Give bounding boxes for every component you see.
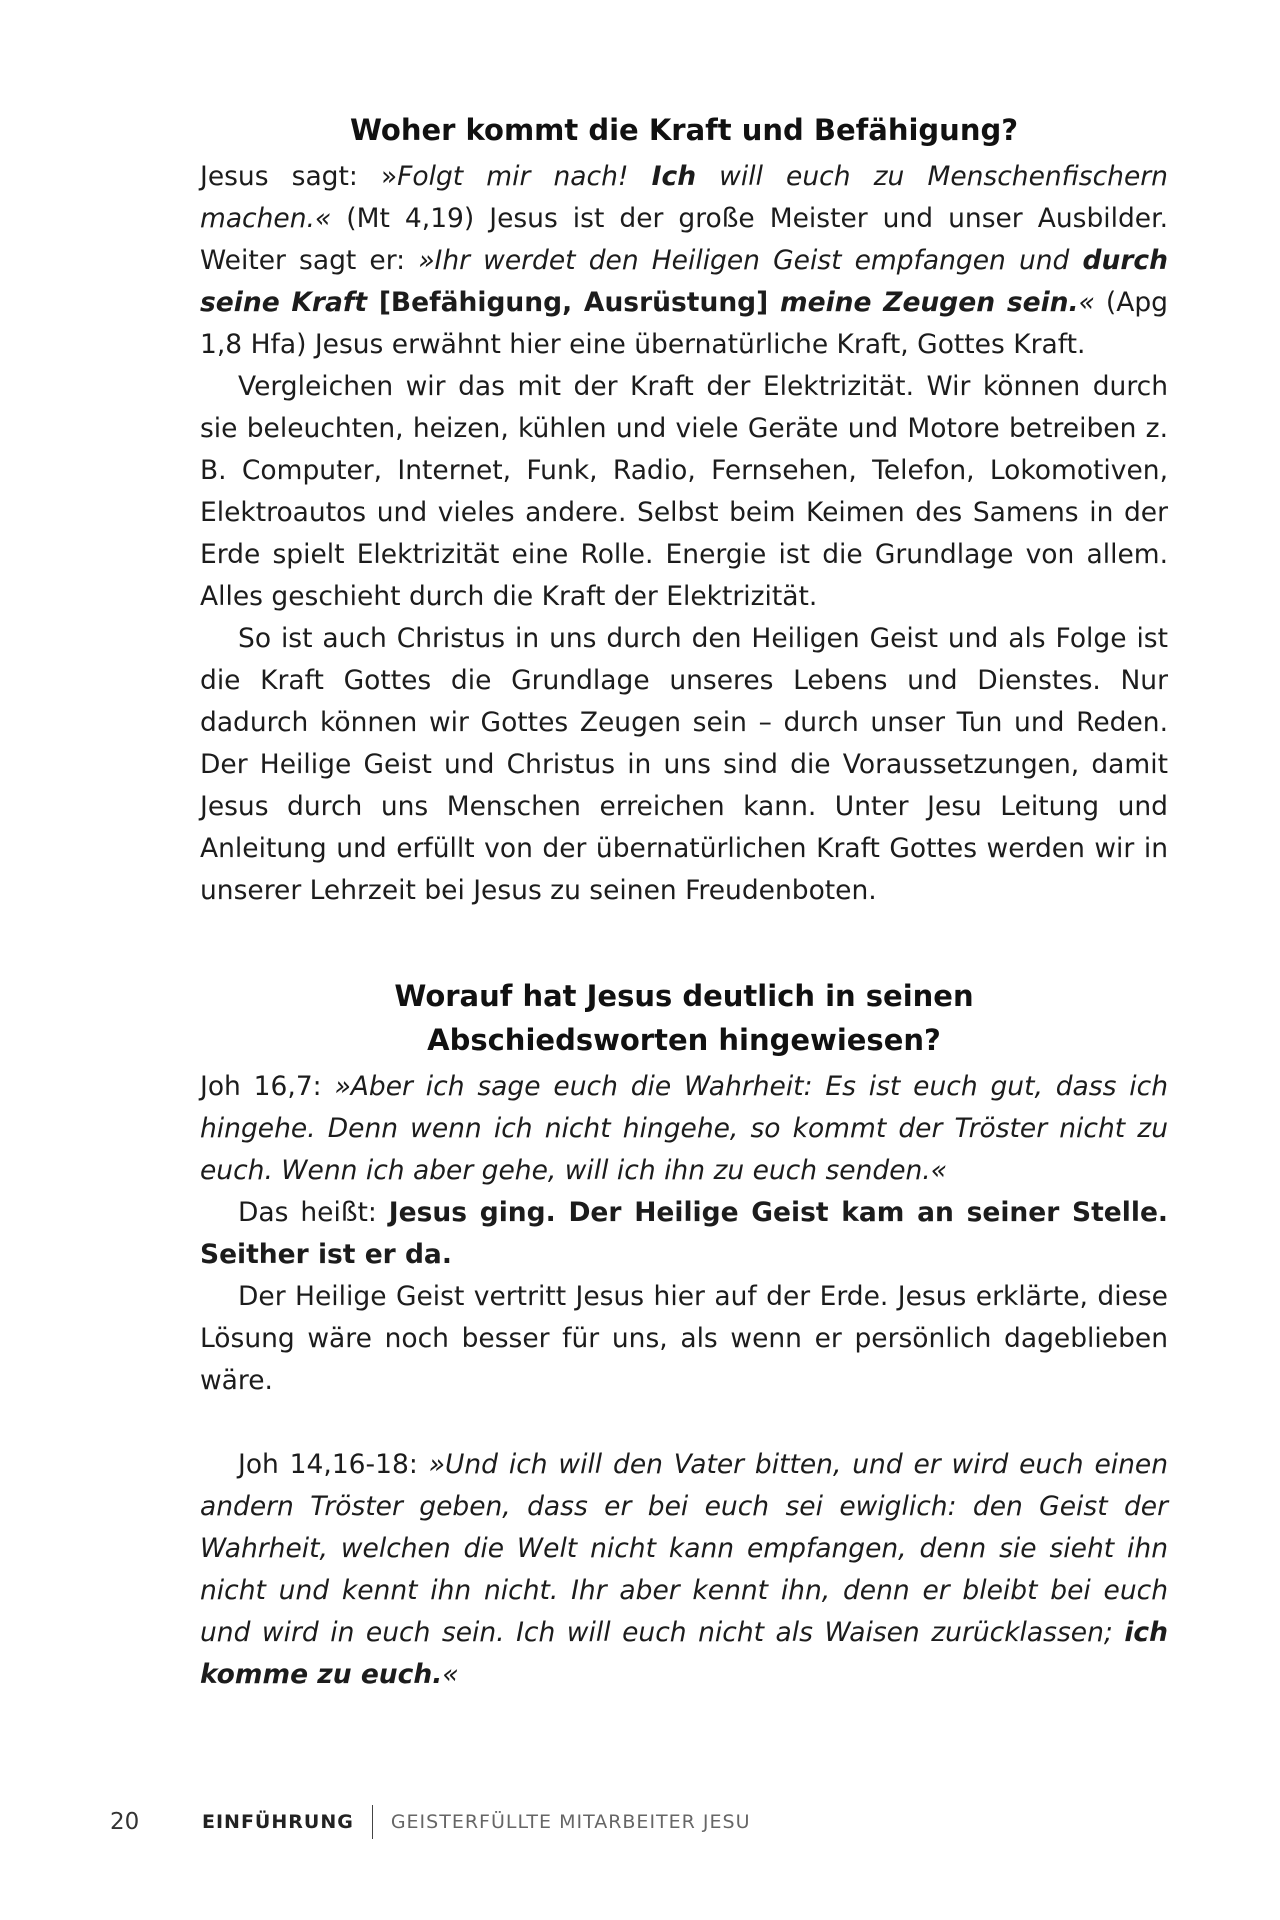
italic-quote: « [1078, 287, 1095, 318]
paragraph: Der Heilige Geist vertritt Jesus hier auf der Erde. Jesus erklärte, diese Lösung wäre noch besser für uns, als wenn er persönlich dageblieben wäre. [200, 1281, 1168, 1396]
bible-reference: Joh 16,7: [200, 1071, 335, 1102]
heading-line: Worauf hat Jesus deutlich in seinen [394, 979, 974, 1013]
section-heading [200, 108, 1168, 152]
paragraph: Vergleichen wir das mit der Kraft der Elektrizität. Wir können durch sie beleuchten, heizen, kühlen und viele Geräte und Motore betreiben z. B. Computer, Internet, Funk, Radio, Fernsehen, Telefon, Lokomotiven, Elektroautos und vieles andere. Selbst beim Keimen des Samens in der Erde spielt Elektrizität eine Rolle. Energie ist die Grundlage von allem. Alles geschieht durch die Kraft der Elektrizität. [200, 371, 1168, 612]
italic-quote: meine Zeugen sein. [780, 287, 1079, 318]
heading-text: Woher kommt die Kraft und Befähigung? [349, 113, 1019, 147]
italic-quote: durch seine Kraft [200, 245, 1168, 318]
italic-quote: »Ihr werdet den Heiligen Geist empfangen und [418, 245, 1083, 276]
italic-quote: ich komme zu euch. [200, 1617, 1168, 1690]
italic-quote: « [442, 1659, 459, 1690]
page-body [200, 108, 1168, 1696]
italic-quote: will euch zu Menschenfischern machen.« [200, 161, 1168, 234]
paragraph [200, 1192, 1168, 1276]
section-heading [200, 974, 1168, 1062]
bible-reference: Joh 14,16-18: [238, 1449, 429, 1480]
heading-line: Abschiedsworten hingewiesen? [427, 1023, 941, 1057]
italic-quote: »Und ich will den Vater bitten, und er wird euch einen andern Tröster geben, dass er bei euch sei ewiglich: den Geist der Wahrheit, welchen die Welt nicht kann empfangen, denn sie sieht ihn nicht und kennt ihn nicht. Ihr aber kennt ihn, denn er bleibt bei euch und wird in euch sein. Ich will euch nicht als Waisen zurücklassen; [200, 1449, 1169, 1648]
chapter-label: EINFÜHRUNG [202, 1811, 354, 1833]
paragraph [200, 156, 1168, 366]
paragraph [200, 1066, 1168, 1192]
footer-divider [372, 1805, 373, 1839]
book-subtitle: GEISTERFÜLLTE MITARBEITER JESU [390, 1811, 751, 1833]
italic-quote: »Aber ich sage euch die Wahrheit: Es ist euch gut, dass ich hingehe. Denn wenn ich nicht hingehe, so kommt der Tröster nicht zu euch. Wenn ich aber gehe, will ich ihn zu euch senden.« [200, 1071, 1168, 1186]
text-span: Jesus sagt: » [200, 161, 398, 192]
running-footer [110, 1800, 750, 1844]
bold-emphasis: [Befähigung, Ausrüstung] [367, 287, 780, 318]
italic-quote [652, 161, 696, 192]
paragraph [200, 1444, 1168, 1696]
text-span: (Apg 1,8 Hfa) Jesus erwähnt hier eine übernatürliche Kraft, Gottes Kraft. [200, 287, 1168, 360]
text-span: (Mt 4,19) Jesus ist der große Meister und unser Ausbilder. Weiter sagt er: [200, 203, 1168, 276]
bold-emphasis: Jesus ging. Der Heilige Geist kam an seiner Stelle. Seither ist er da. [200, 1197, 1168, 1270]
italic-quote: Folgt mir nach! [397, 161, 652, 192]
bold-emphasis [780, 287, 1079, 318]
page-number: 20 [110, 1809, 140, 1835]
text-span: Das heißt: [238, 1197, 389, 1228]
paragraph: So ist auch Christus in uns durch den Heiligen Geist und als Folge ist die Kraft Gottes die Grundlage unseres Lebens und Dienstes. Nur dadurch können wir Gottes Zeugen sein – durch unser Tun und Reden. Der Heilige Geist und Christus in uns sind die Voraussetzungen, damit Jesus durch uns Menschen erreichen kann. Unter Jesu Leitung und Anleitung und erfüllt von der übernatürlichen Kraft Gottes werden wir in unserer Lehrzeit bei Jesus zu seinen Freudenboten. [200, 623, 1168, 906]
bold-emphasis: Ich [651, 161, 697, 192]
